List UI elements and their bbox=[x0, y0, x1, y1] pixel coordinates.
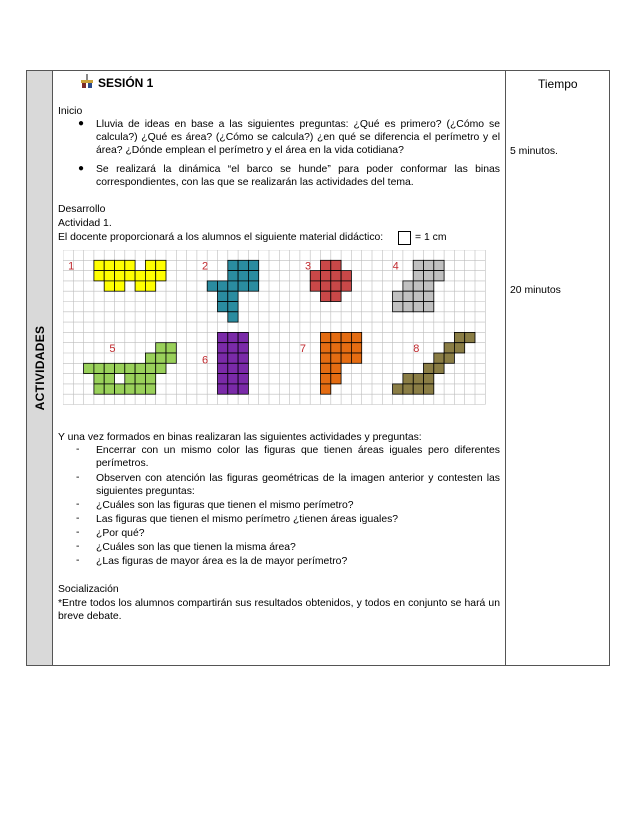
figure-1-cell bbox=[115, 260, 125, 270]
figure-1-cell bbox=[125, 260, 135, 270]
figure-1-cell bbox=[135, 271, 145, 281]
figure-7-cell bbox=[321, 384, 331, 394]
figure-2-cell bbox=[228, 302, 238, 312]
figure-7-cell bbox=[321, 332, 331, 342]
inicio-bullet-1: Lluvia de ideas en base a las siguientes preguntas: ¿Qué es primero? (¿Cómo se calcula?) ¿Qué es área? (¿Cómo se calcula?) ¿en qué se diferencia el perímetro y el área? ¿Dónde emplean el perímetro y el área en la vida cotidiana? bbox=[96, 119, 500, 156]
figure-8-cell bbox=[465, 332, 475, 342]
figure-5-cell bbox=[156, 343, 166, 353]
figure-4-cell bbox=[413, 271, 423, 281]
figure-3-cell bbox=[331, 291, 341, 301]
figure-1-cell bbox=[115, 271, 125, 281]
figure-3-cell bbox=[310, 281, 320, 291]
figure-label-7: 7 bbox=[299, 342, 307, 355]
figure-5-cell bbox=[156, 353, 166, 363]
figure-5-cell bbox=[104, 363, 114, 373]
dash-icon: - bbox=[76, 527, 80, 538]
figure-7-cell bbox=[331, 353, 341, 363]
figure-1-cell bbox=[104, 281, 114, 291]
figure-8-cell bbox=[444, 353, 454, 363]
figure-5-cell bbox=[104, 384, 114, 394]
session-title: SESIÓN 1 bbox=[98, 76, 154, 90]
figure-7-cell bbox=[351, 343, 361, 353]
figure-2-cell bbox=[248, 271, 258, 281]
figure-6-cell bbox=[238, 363, 248, 373]
figure-7-cell bbox=[331, 363, 341, 373]
figure-8-cell bbox=[434, 353, 444, 363]
figure-8-cell bbox=[444, 343, 454, 353]
figure-6-cell bbox=[238, 374, 248, 384]
figure-4-cell bbox=[424, 302, 434, 312]
figure-label-4: 4 bbox=[392, 260, 399, 273]
figure-6-cell bbox=[228, 374, 238, 384]
figure-6-cell bbox=[238, 384, 248, 394]
time-column-divider bbox=[505, 71, 506, 665]
figure-4-cell bbox=[424, 260, 434, 270]
figure-1-cell bbox=[94, 260, 104, 270]
inicio-time: 5 minutos. bbox=[510, 146, 558, 157]
figure-2-cell bbox=[228, 260, 238, 270]
figure-2-cell bbox=[218, 281, 228, 291]
dash-icon: - bbox=[76, 513, 80, 524]
bullet-icon: ● bbox=[78, 118, 85, 129]
figure-7-cell bbox=[341, 353, 351, 363]
figure-5-cell bbox=[135, 384, 145, 394]
figure-7-cell bbox=[321, 374, 331, 384]
figure-8-cell bbox=[413, 384, 423, 394]
activity-item-1: Encerrar con un mismo color las figuras que tienen áreas iguales pero diferentes perímetros. bbox=[96, 445, 500, 469]
figure-3-cell bbox=[331, 260, 341, 270]
figure-6-cell bbox=[218, 374, 228, 384]
figure-5-cell bbox=[145, 384, 155, 394]
figure-7-cell bbox=[331, 374, 341, 384]
figure-7-cell bbox=[351, 332, 361, 342]
figure-1-cell bbox=[104, 260, 114, 270]
dash-icon: - bbox=[76, 444, 80, 455]
dash-icon: - bbox=[76, 499, 80, 510]
figure-1-cell bbox=[145, 271, 155, 281]
activity-item-5: ¿Por qué? bbox=[96, 528, 145, 539]
socializacion-text: *Entre todos los alumnos compartirán sus resultados obtenidos, y todos en conjunto se hará un breve debate. bbox=[58, 598, 500, 622]
figure-8-cell bbox=[424, 374, 434, 384]
figure-5-cell bbox=[115, 384, 125, 394]
figure-3-cell bbox=[310, 271, 320, 281]
dash-icon: - bbox=[76, 541, 80, 552]
activity-item-6: ¿Cuáles son las que tienen la misma área? bbox=[96, 542, 296, 553]
figure-1-cell bbox=[145, 260, 155, 270]
figure-8-cell bbox=[393, 384, 403, 394]
figure-1-cell bbox=[156, 271, 166, 281]
figure-1-cell bbox=[125, 271, 135, 281]
activities-side-column bbox=[27, 71, 53, 665]
figure-6-cell bbox=[228, 332, 238, 342]
figure-7-cell bbox=[331, 343, 341, 353]
inicio-heading: Inicio bbox=[58, 106, 83, 117]
figure-5-cell bbox=[145, 363, 155, 373]
dash-icon: - bbox=[76, 555, 80, 566]
figure-7-cell bbox=[321, 343, 331, 353]
figure-label-5: 5 bbox=[109, 342, 116, 355]
figure-5-cell bbox=[125, 374, 135, 384]
figure-1-cell bbox=[145, 281, 155, 291]
figure-6-cell bbox=[228, 353, 238, 363]
figure-8-cell bbox=[413, 374, 423, 384]
figure-8-cell bbox=[424, 363, 434, 373]
figure-2-cell bbox=[228, 271, 238, 281]
figure-8-cell bbox=[403, 384, 413, 394]
figures-grid bbox=[63, 250, 493, 412]
figure-4-cell bbox=[413, 281, 423, 291]
activity-item-7: ¿Las figuras de mayor área es la de mayor perímetro? bbox=[96, 556, 348, 567]
figure-5-cell bbox=[125, 363, 135, 373]
figure-4-cell bbox=[413, 260, 423, 270]
unit-label: = 1 cm bbox=[415, 232, 447, 243]
figure-label-3: 3 bbox=[305, 260, 312, 273]
activities-intro: Y una vez formados en binas realizaran las siguientes actividades y preguntas: bbox=[58, 432, 422, 443]
figure-7-cell bbox=[341, 332, 351, 342]
figure-4-cell bbox=[424, 281, 434, 291]
figure-8-cell bbox=[424, 384, 434, 394]
desarrollo-heading: Desarrollo bbox=[58, 204, 106, 215]
figure-4-cell bbox=[434, 260, 444, 270]
figure-label-1: 1 bbox=[68, 260, 75, 273]
figure-5-cell bbox=[94, 384, 104, 394]
session-icon bbox=[80, 74, 94, 88]
figure-5-cell bbox=[156, 363, 166, 373]
figure-6-cell bbox=[218, 363, 228, 373]
figure-1-cell bbox=[135, 281, 145, 291]
figure-7-cell bbox=[341, 343, 351, 353]
figure-1-cell bbox=[115, 281, 125, 291]
figure-label-6: 6 bbox=[202, 354, 209, 367]
figure-4-cell bbox=[403, 281, 413, 291]
figure-1-cell bbox=[104, 271, 114, 281]
figure-5-cell bbox=[135, 363, 145, 373]
figure-5-cell bbox=[94, 363, 104, 373]
figure-4-cell bbox=[424, 271, 434, 281]
figure-2-cell bbox=[218, 302, 228, 312]
figure-2-cell bbox=[228, 312, 238, 322]
figure-2-cell bbox=[228, 281, 238, 291]
figure-2-cell bbox=[238, 260, 248, 270]
figure-3-cell bbox=[341, 271, 351, 281]
figure-5-cell bbox=[125, 384, 135, 394]
figure-5-cell bbox=[166, 353, 176, 363]
figure-6-cell bbox=[228, 363, 238, 373]
desarrollo-time: 20 minutos bbox=[510, 285, 561, 296]
activity-item-2: Observen con atención las figuras geométricas de la imagen anterior y contesten las siguientes preguntas: bbox=[96, 473, 500, 497]
figure-3-cell bbox=[321, 291, 331, 301]
figure-1-cell bbox=[156, 260, 166, 270]
figure-4-cell bbox=[393, 291, 403, 301]
figure-5-cell bbox=[145, 353, 155, 363]
figure-2-cell bbox=[248, 260, 258, 270]
figure-8-cell bbox=[434, 363, 444, 373]
figure-6-cell bbox=[218, 384, 228, 394]
figure-4-cell bbox=[413, 302, 423, 312]
figure-2-cell bbox=[238, 281, 248, 291]
figure-1-cell bbox=[94, 271, 104, 281]
figure-8-cell bbox=[454, 343, 464, 353]
figure-3-cell bbox=[331, 281, 341, 291]
figure-4-cell bbox=[403, 291, 413, 301]
figure-5-cell bbox=[84, 363, 94, 373]
figure-3-cell bbox=[321, 271, 331, 281]
figure-6-cell bbox=[228, 343, 238, 353]
figure-4-cell bbox=[413, 291, 423, 301]
figure-3-cell bbox=[321, 260, 331, 270]
figure-2-cell bbox=[207, 281, 217, 291]
figure-5-cell bbox=[94, 374, 104, 384]
figure-6-cell bbox=[228, 384, 238, 394]
figure-7-cell bbox=[321, 353, 331, 363]
figure-8-cell bbox=[454, 332, 464, 342]
activity-item-4: Las figuras que tienen el mismo perímetro ¿tienen áreas iguales? bbox=[96, 514, 399, 525]
time-header: Tiempo bbox=[538, 77, 578, 91]
figure-7-cell bbox=[331, 332, 341, 342]
dash-icon: - bbox=[76, 472, 80, 483]
figure-5-cell bbox=[115, 363, 125, 373]
activity-label: Actividad 1. bbox=[58, 218, 112, 229]
unit-square bbox=[398, 231, 411, 245]
figure-6-cell bbox=[218, 353, 228, 363]
figure-3-cell bbox=[321, 281, 331, 291]
figure-2-cell bbox=[228, 291, 238, 301]
figure-2-cell bbox=[238, 271, 248, 281]
activity-item-3: ¿Cuáles son las figuras que tienen el mismo perímetro? bbox=[96, 500, 354, 511]
figure-3-cell bbox=[331, 271, 341, 281]
figure-5-cell bbox=[135, 374, 145, 384]
figure-4-cell bbox=[424, 291, 434, 301]
figure-label-8: 8 bbox=[413, 342, 420, 355]
figure-7-cell bbox=[321, 363, 331, 373]
figure-8-cell bbox=[403, 374, 413, 384]
figure-5-cell bbox=[104, 374, 114, 384]
figure-5-cell bbox=[145, 374, 155, 384]
figure-6-cell bbox=[238, 353, 248, 363]
figure-4-cell bbox=[393, 302, 403, 312]
figure-5-cell bbox=[166, 343, 176, 353]
figure-6-cell bbox=[218, 332, 228, 342]
socializacion-heading: Socialización bbox=[58, 584, 119, 595]
material-text: El docente proporcionará a los alumnos el siguiente material didáctico: bbox=[58, 232, 384, 243]
figure-4-cell bbox=[403, 302, 413, 312]
figure-3-cell bbox=[341, 281, 351, 291]
figure-7-cell bbox=[351, 353, 361, 363]
figure-6-cell bbox=[238, 343, 248, 353]
figure-label-2: 2 bbox=[202, 260, 209, 273]
figure-6-cell bbox=[238, 332, 248, 342]
side-label: ACTIVIDADES bbox=[32, 325, 47, 411]
figure-2-cell bbox=[218, 291, 228, 301]
figure-2-cell bbox=[248, 281, 258, 291]
figure-4-cell bbox=[434, 271, 444, 281]
figure-6-cell bbox=[218, 343, 228, 353]
bullet-icon: ● bbox=[78, 163, 85, 174]
inicio-bullet-2: Se realizará la dinámica “el barco se hunde” para poder conformar las binas correspondientes, con las que se realizarán las actividades del tema. bbox=[96, 164, 500, 188]
